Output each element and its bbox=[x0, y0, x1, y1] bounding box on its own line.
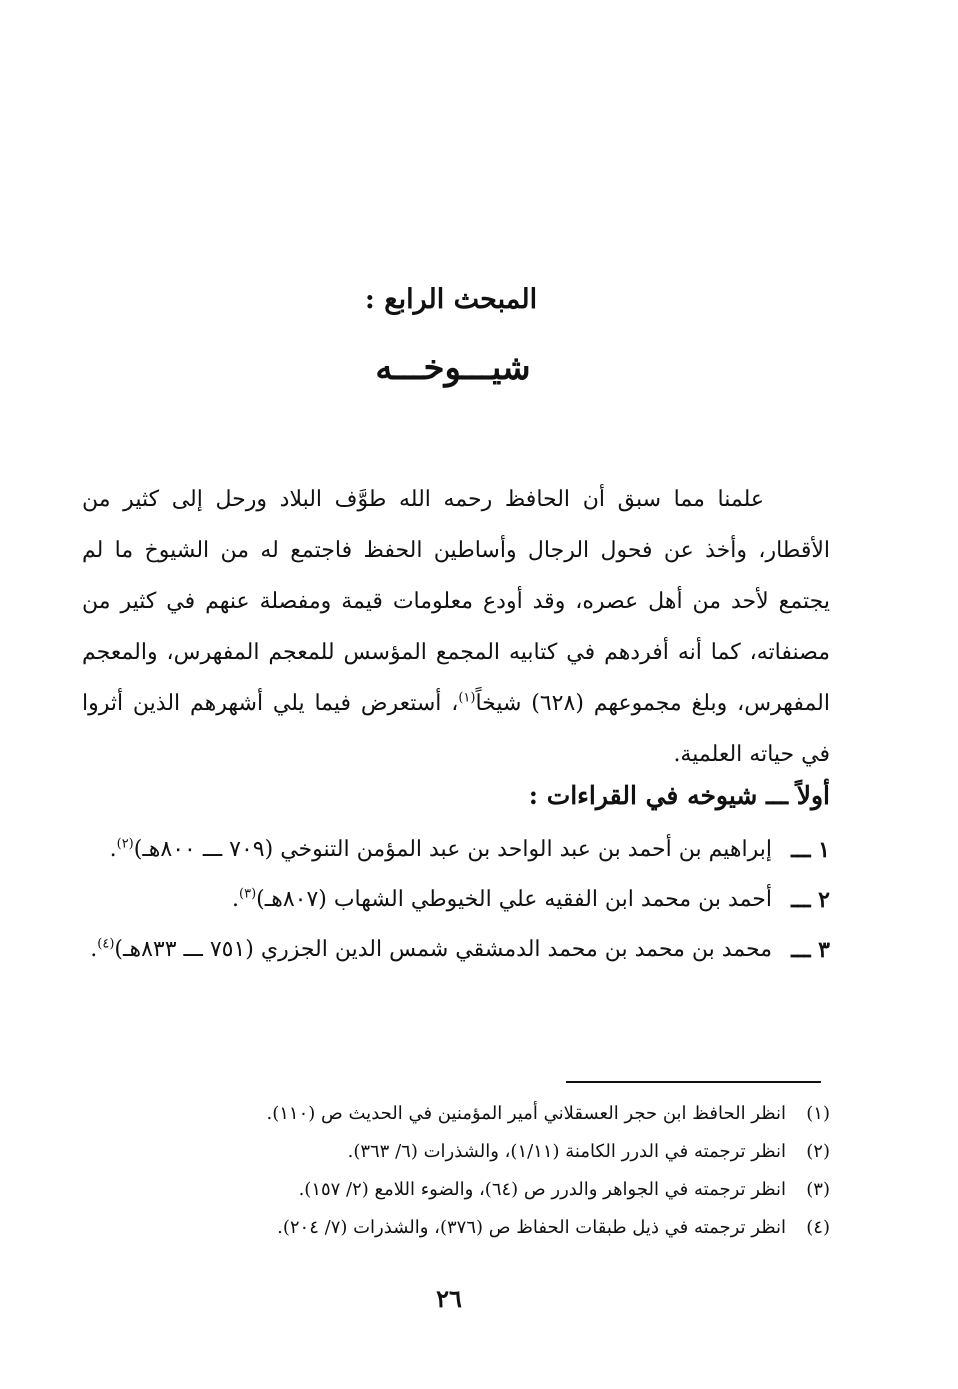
list-item-text bbox=[82, 828, 772, 872]
list-item-text bbox=[82, 878, 772, 922]
footnote-number: (٣) bbox=[806, 1179, 830, 1200]
list-item bbox=[82, 878, 830, 922]
list-item bbox=[82, 928, 830, 972]
list-item-number: ٢ ـــ bbox=[791, 887, 830, 913]
footnote bbox=[200, 1133, 830, 1171]
footnote-text: انظر ترجمته في الجواهر والدرر ص (٦٤)، والضوء اللامع (٢/ ١٥٧). bbox=[298, 1179, 786, 1200]
page-title bbox=[0, 345, 958, 391]
section-label-text: المبحث الرابع : bbox=[364, 284, 538, 315]
list-item-body: إبراهيم بن أحمد بن عبد الواحد بن عبد المؤمن التنوخي (٧٠٩ ـــ ٨٠٠هـ) bbox=[133, 837, 772, 862]
intro-text-after: ، أستعرض فيما يلي أشهرهم الذين أثروا في حياته العلمية. bbox=[82, 691, 830, 767]
page-number-text: ٢٦ bbox=[436, 1284, 462, 1313]
footnote-number: (٤) bbox=[806, 1217, 830, 1238]
footnote-text: انظر ترجمته في ذيل طبقات الحفاظ ص (٣٧٦)، والشذرات (٧/ ٢٠٤). bbox=[277, 1217, 786, 1238]
section-label bbox=[0, 280, 958, 320]
teachers-list bbox=[82, 828, 830, 978]
list-item-end: . bbox=[109, 837, 117, 862]
footnotes bbox=[200, 1095, 830, 1247]
footnote-text: انظر الحافظ ابن حجر العسقلاني أمير المؤمنين في الحديث ص (١١٠). bbox=[266, 1103, 786, 1124]
footnote bbox=[200, 1209, 830, 1247]
list-item-end: . bbox=[232, 887, 240, 912]
footnote bbox=[200, 1095, 830, 1133]
intro-text-before: علمنا مما سبق أن الحافظ رحمه الله طوَّف البلاد ورحل إلى كثير من الأقطار، وأخذ عن فحول الرجال وأساطين الحفظ فاجتمع له من الشيوخ ما لم يجتمع لأحد من أهل عصره، وقد أودع معلومات قيمة ومفصلة عنهم في كثير من مصنفاته، كما أنه أفردهم في كتابيه المجمع المؤسس للمعجم المفهرس، والمعجم المفهرس، وبلغ مجموعهم (٦٢٨) شيخاً bbox=[82, 487, 830, 716]
list-item-number: ٣ ـــ bbox=[791, 937, 830, 963]
list-item-number: ١ ـــ bbox=[791, 837, 830, 863]
footnote-text: انظر ترجمته في الدرر الكامنة (١/١١)، والشذرات (٦/ ٣٦٣). bbox=[347, 1141, 786, 1162]
footnote-ref-3: (٣) bbox=[239, 886, 257, 902]
intro-paragraph bbox=[82, 474, 830, 780]
subsection-heading: أولاً ـــ شيوخه في القراءات : bbox=[528, 781, 830, 810]
page-number bbox=[0, 1282, 958, 1316]
footnote-ref-2: (٢) bbox=[116, 836, 134, 852]
footnote-divider bbox=[566, 1081, 821, 1083]
list-item bbox=[82, 828, 830, 872]
list-item-body: أحمد بن محمد ابن الفقيه علي الخيوطي الشهاب (٨٠٧هـ) bbox=[256, 887, 772, 912]
footnote-ref-4: (٤) bbox=[97, 936, 115, 952]
footnote-ref-1: (١) bbox=[458, 690, 476, 706]
footnote bbox=[200, 1171, 830, 1209]
list-item-text bbox=[82, 928, 772, 972]
list-item-body: محمد بن محمد بن محمد الدمشقي شمس الدين الجزري (٧٥١ ـــ ٨٣٣هـ) bbox=[114, 937, 772, 962]
footnote-number: (١) bbox=[806, 1103, 830, 1124]
footnote-number: (٢) bbox=[806, 1141, 830, 1162]
list-item-end: . bbox=[90, 937, 98, 962]
page-title-text: شيـــوخـــه bbox=[375, 348, 531, 388]
